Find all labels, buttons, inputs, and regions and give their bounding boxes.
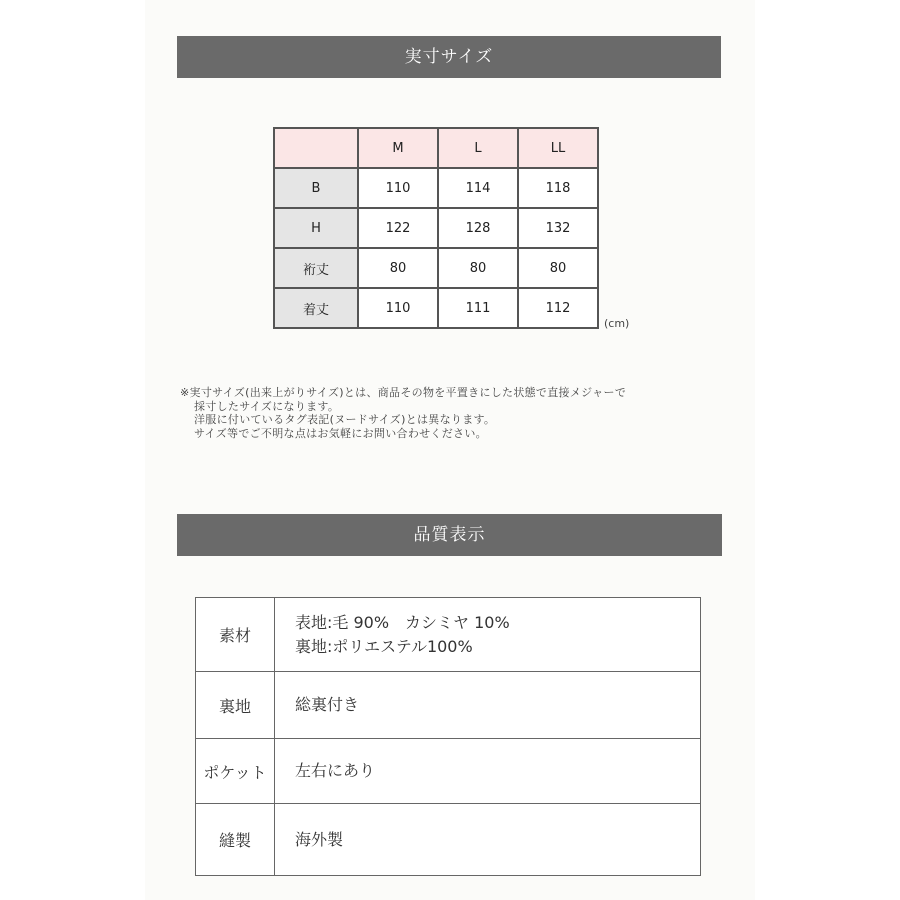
- size-table-row: [274, 248, 598, 288]
- quality-row: [196, 672, 701, 739]
- size-cell: 118: [518, 168, 598, 208]
- note-line: 洋服に付いているタグ表記(ヌードサイズ)とは異なります。: [194, 413, 496, 426]
- size-table: [273, 127, 599, 329]
- size-cell: 110: [358, 288, 438, 328]
- quality-table: [195, 597, 701, 876]
- size-row-label: B: [274, 168, 358, 208]
- quality-label: 裏地: [196, 672, 275, 739]
- quality-section-title: 品質表示: [177, 514, 722, 556]
- size-row-label: 裄丈: [274, 248, 358, 288]
- unit-label: (cm): [604, 317, 630, 330]
- size-row-label: H: [274, 208, 358, 248]
- size-table-header-row: [274, 128, 598, 168]
- size-cell: 128: [438, 208, 518, 248]
- size-table-row: [274, 208, 598, 248]
- quality-value-line: 総裏付き: [295, 695, 360, 714]
- size-cell: 112: [518, 288, 598, 328]
- quality-value-line: 左右にあり: [295, 761, 376, 780]
- size-cell: 132: [518, 208, 598, 248]
- quality-value: [275, 804, 701, 876]
- quality-label: ポケット: [196, 739, 275, 804]
- quality-value-line: 海外製: [295, 829, 344, 849]
- size-cell: 122: [358, 208, 438, 248]
- quality-value: [275, 672, 701, 739]
- note-line: 採寸したサイズになります。: [194, 399, 340, 413]
- quality-value: [275, 739, 701, 804]
- size-cell: 80: [358, 248, 438, 288]
- size-cell: 111: [438, 288, 518, 328]
- size-row-label: 着丈: [274, 288, 358, 328]
- size-cell: 110: [358, 168, 438, 208]
- size-section-title: 実寸サイズ: [177, 36, 721, 78]
- quality-label: 素材: [196, 598, 275, 672]
- quality-row: [196, 804, 701, 876]
- size-col-ll: LL: [518, 128, 598, 168]
- quality-row: [196, 598, 701, 672]
- size-cell: 114: [438, 168, 518, 208]
- size-table-row: [274, 288, 598, 328]
- size-note: [180, 386, 626, 440]
- size-cell: 80: [438, 248, 518, 288]
- size-table-row: [274, 168, 598, 208]
- note-line: サイズ等でご不明な点はお気軽にお問い合わせください。: [194, 426, 487, 440]
- size-table-corner: [274, 128, 358, 168]
- quality-label: 縫製: [196, 804, 275, 876]
- note-line: ※実寸サイズ(出来上がりサイズ)とは、商品その物を平置きにした状態で直接メジャーで: [180, 386, 627, 399]
- size-col-l: L: [438, 128, 518, 168]
- quality-value-line: 裏地:ポリエステル100%: [295, 636, 473, 656]
- size-col-m: M: [358, 128, 438, 168]
- quality-value-line: 表地:毛 90% カシミヤ 10%: [295, 612, 510, 632]
- quality-row: [196, 739, 701, 804]
- quality-value: [275, 598, 701, 672]
- size-cell: 80: [518, 248, 598, 288]
